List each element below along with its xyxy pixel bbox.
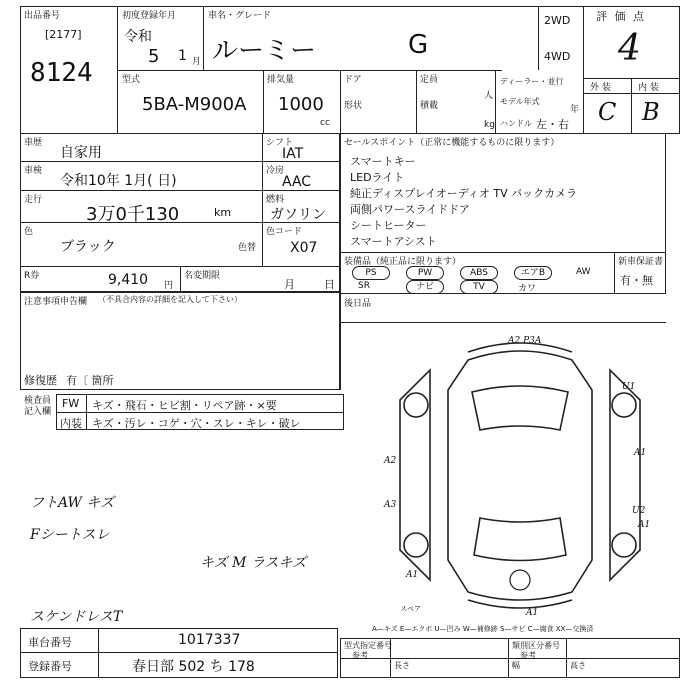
- damage-mark: A3: [384, 500, 397, 510]
- divider: [566, 638, 567, 678]
- category-label: 類別区分番号: [512, 641, 560, 650]
- score-label: 評 価 点: [596, 10, 646, 23]
- inspection-value: 令和10年 1月( 日): [60, 173, 177, 189]
- divider: [263, 70, 264, 134]
- name-change-label: 名変期限: [184, 271, 221, 281]
- exterior-score: C: [598, 98, 617, 126]
- shift-label: シフト: [266, 138, 294, 148]
- rear-bumper: [468, 600, 572, 608]
- postscript-label: 後日品: [344, 299, 372, 309]
- year-unit: 年: [570, 105, 580, 115]
- reg-label: 登録番号: [28, 660, 72, 673]
- mileage-label: 走行: [24, 195, 43, 205]
- equip-chip-tv: TV: [460, 280, 498, 294]
- divider: [262, 133, 263, 267]
- usage-value: 自家用: [60, 145, 102, 161]
- caution-sub: （不具合内容の詳細を記入して下さい）: [98, 295, 242, 304]
- divider: [340, 292, 341, 390]
- first-reg-era: 令和: [124, 29, 152, 45]
- divider: [117, 70, 502, 71]
- divider: [98, 628, 99, 678]
- color-value: ブラック: [60, 239, 116, 255]
- divider: [86, 394, 87, 430]
- specified-label: 型式指定番号: [344, 641, 392, 650]
- first-reg-label: 初度登録年月: [122, 11, 177, 21]
- exterior-label: 外 装: [590, 83, 611, 93]
- first-reg-month: 1: [178, 48, 187, 64]
- warranty-value: 有・無: [620, 274, 653, 287]
- fw-items: キズ・飛石・ヒビ割・リペア跡・×要: [92, 399, 277, 412]
- divider: [203, 6, 204, 70]
- caution-label: 注意事項申告欄: [24, 297, 88, 307]
- interior-insp-items: キズ・汚レ・コゲ・穴・スレ・キレ・破レ: [92, 417, 301, 430]
- chassis-label: 車台番号: [28, 636, 72, 649]
- wheel: [612, 393, 636, 417]
- divider: [340, 658, 680, 659]
- inspector-label: 検査員記入欄: [24, 396, 52, 417]
- equip-chip-pw: PW: [406, 266, 444, 280]
- displacement-value: 1000: [278, 94, 324, 115]
- handwritten-note: スケンドレスT: [30, 609, 123, 625]
- divider: [583, 6, 584, 134]
- ref-label: 参考: [352, 651, 368, 660]
- sales-point-item: シートヒーター: [350, 219, 427, 232]
- capacity-unit: 人: [484, 91, 494, 101]
- equip-chip-navi: ナビ: [406, 280, 444, 294]
- car-name-label: 車名・グレード: [208, 11, 272, 21]
- equip-chip-airbag: エアB: [514, 266, 552, 280]
- drive-4wd: 4WD: [544, 50, 571, 63]
- damage-mark: A1: [406, 570, 419, 580]
- car-name: ルーミー: [212, 36, 317, 66]
- model-year-label: モデル年式: [500, 97, 540, 106]
- height-label: 高さ: [570, 661, 586, 670]
- damage-mark: U1: [622, 382, 636, 392]
- divider: [340, 70, 341, 134]
- mileage-unit: km: [214, 206, 232, 219]
- color-code-label: 色コード: [266, 227, 303, 237]
- length-label: 長さ: [394, 661, 410, 670]
- equip-sr: SR: [358, 281, 370, 291]
- reg-value: 春日部 502 ち 178: [132, 659, 255, 675]
- repair-label: 修復歴: [24, 374, 57, 387]
- drive-2wd: 2WD: [544, 14, 571, 27]
- divider: [416, 70, 417, 134]
- dealer-label: ディーラー・並行: [500, 77, 564, 86]
- equipment-label: 装備品（純正品に限ります）: [344, 257, 462, 267]
- color-label: 色: [24, 227, 34, 237]
- handle-label: ハンドル: [500, 119, 532, 128]
- windshield: [472, 386, 568, 430]
- sales-point-item: 両側パワースライドドア: [350, 203, 470, 216]
- rear-window: [474, 518, 566, 561]
- score-value: 4: [618, 28, 641, 69]
- load-unit: kg: [484, 120, 495, 130]
- damage-mark: A2 P3A: [508, 336, 542, 346]
- damage-mark: A1: [638, 520, 651, 530]
- equip-leather: カワ: [518, 284, 537, 294]
- door-label: ドア: [344, 75, 362, 85]
- fuel-label: 燃料: [266, 195, 285, 205]
- lot-label: 出品番号: [24, 11, 61, 21]
- model-value: 5BA-M900A: [142, 94, 247, 115]
- recycle-value: 9,410: [108, 272, 149, 288]
- sales-points-label: セールスポイント（正常に機能するものに限ります）: [344, 138, 560, 148]
- mileage-value: 3万0千130: [86, 204, 180, 225]
- divider: [180, 266, 181, 292]
- warranty-label: 新車保証書: [618, 257, 664, 267]
- ref-label: 参考: [520, 651, 536, 660]
- divider: [538, 6, 539, 70]
- name-change-day: 日: [324, 278, 335, 291]
- damage-mark: A1: [634, 448, 647, 458]
- interior-score: B: [642, 98, 660, 126]
- equip-aw: AW: [576, 267, 591, 277]
- first-reg-month-unit: 月: [192, 57, 202, 67]
- first-reg-year: 5: [148, 46, 160, 67]
- displacement-unit: cc: [320, 118, 330, 128]
- divider: [20, 652, 338, 653]
- model-label: 型式: [122, 75, 141, 85]
- divider: [495, 70, 496, 134]
- sales-points-list: [350, 154, 577, 250]
- sales-point-item: LEDライト: [350, 171, 405, 184]
- width-label: 幅: [512, 661, 520, 670]
- wheel: [404, 393, 428, 417]
- usage-label: 車歴: [24, 138, 43, 148]
- ac-value: AAC: [282, 174, 312, 190]
- damage-mark: A1: [526, 608, 539, 618]
- color-code-value: X07: [290, 240, 318, 256]
- recycle-unit: 円: [164, 281, 174, 291]
- shift-value: IAT: [282, 146, 304, 162]
- color-change-label: 色替: [238, 243, 257, 253]
- diagram-legend: A—キズ E—エクボ U—凹み W—補修跡 S—サビ C—腐食 XX—交換済: [372, 625, 594, 633]
- handwritten-note: Fシートスレ: [30, 527, 110, 543]
- sales-point-item: スマートキー: [350, 155, 416, 168]
- divider: [631, 78, 632, 134]
- chassis-value: 1017337: [178, 632, 241, 648]
- interior-insp-label: 内装: [60, 417, 82, 430]
- displacement-label: 排気量: [267, 75, 295, 85]
- car-body-outline: [448, 351, 592, 600]
- shape-label: 形状: [344, 101, 363, 111]
- load-label: 積載: [420, 101, 439, 111]
- name-change-month: 月: [284, 278, 295, 291]
- divider: [614, 252, 615, 294]
- spare-label: スペア: [400, 605, 421, 613]
- sales-point-item: スマートアシスト: [350, 235, 437, 248]
- lot-bracket: [2177]: [45, 28, 82, 41]
- damage-mark: U2: [632, 506, 646, 516]
- wheel: [612, 533, 636, 557]
- handwritten-note: フトAW キズ: [30, 495, 115, 511]
- wheel: [404, 533, 428, 557]
- inspection-label: 車検: [24, 166, 43, 176]
- handle-value: 左・右: [536, 118, 569, 131]
- sales-point-item: 純正ディスプレイオーディオ TV バックカメラ: [350, 187, 578, 200]
- repair-value: 有〔 箇所: [66, 374, 114, 387]
- fuel-value: ガソリン: [270, 207, 326, 223]
- spare-tire: [510, 570, 530, 590]
- divider: [508, 638, 509, 678]
- handwritten-note: キズ M ラスキズ: [200, 555, 307, 571]
- lot-number: 8124: [30, 58, 93, 88]
- recycle-label: R券: [24, 271, 40, 281]
- interior-label: 内 装: [638, 83, 659, 93]
- grade: G: [408, 30, 429, 60]
- equip-chip-abs: ABS: [460, 266, 498, 280]
- divider: [340, 322, 666, 323]
- divider: [20, 190, 340, 191]
- fw-label: FW: [62, 397, 80, 410]
- capacity-label: 定員: [420, 75, 439, 85]
- ac-label: 冷房: [266, 166, 285, 176]
- equip-chip-ps: PS: [352, 266, 390, 280]
- damage-mark: A2: [384, 456, 397, 466]
